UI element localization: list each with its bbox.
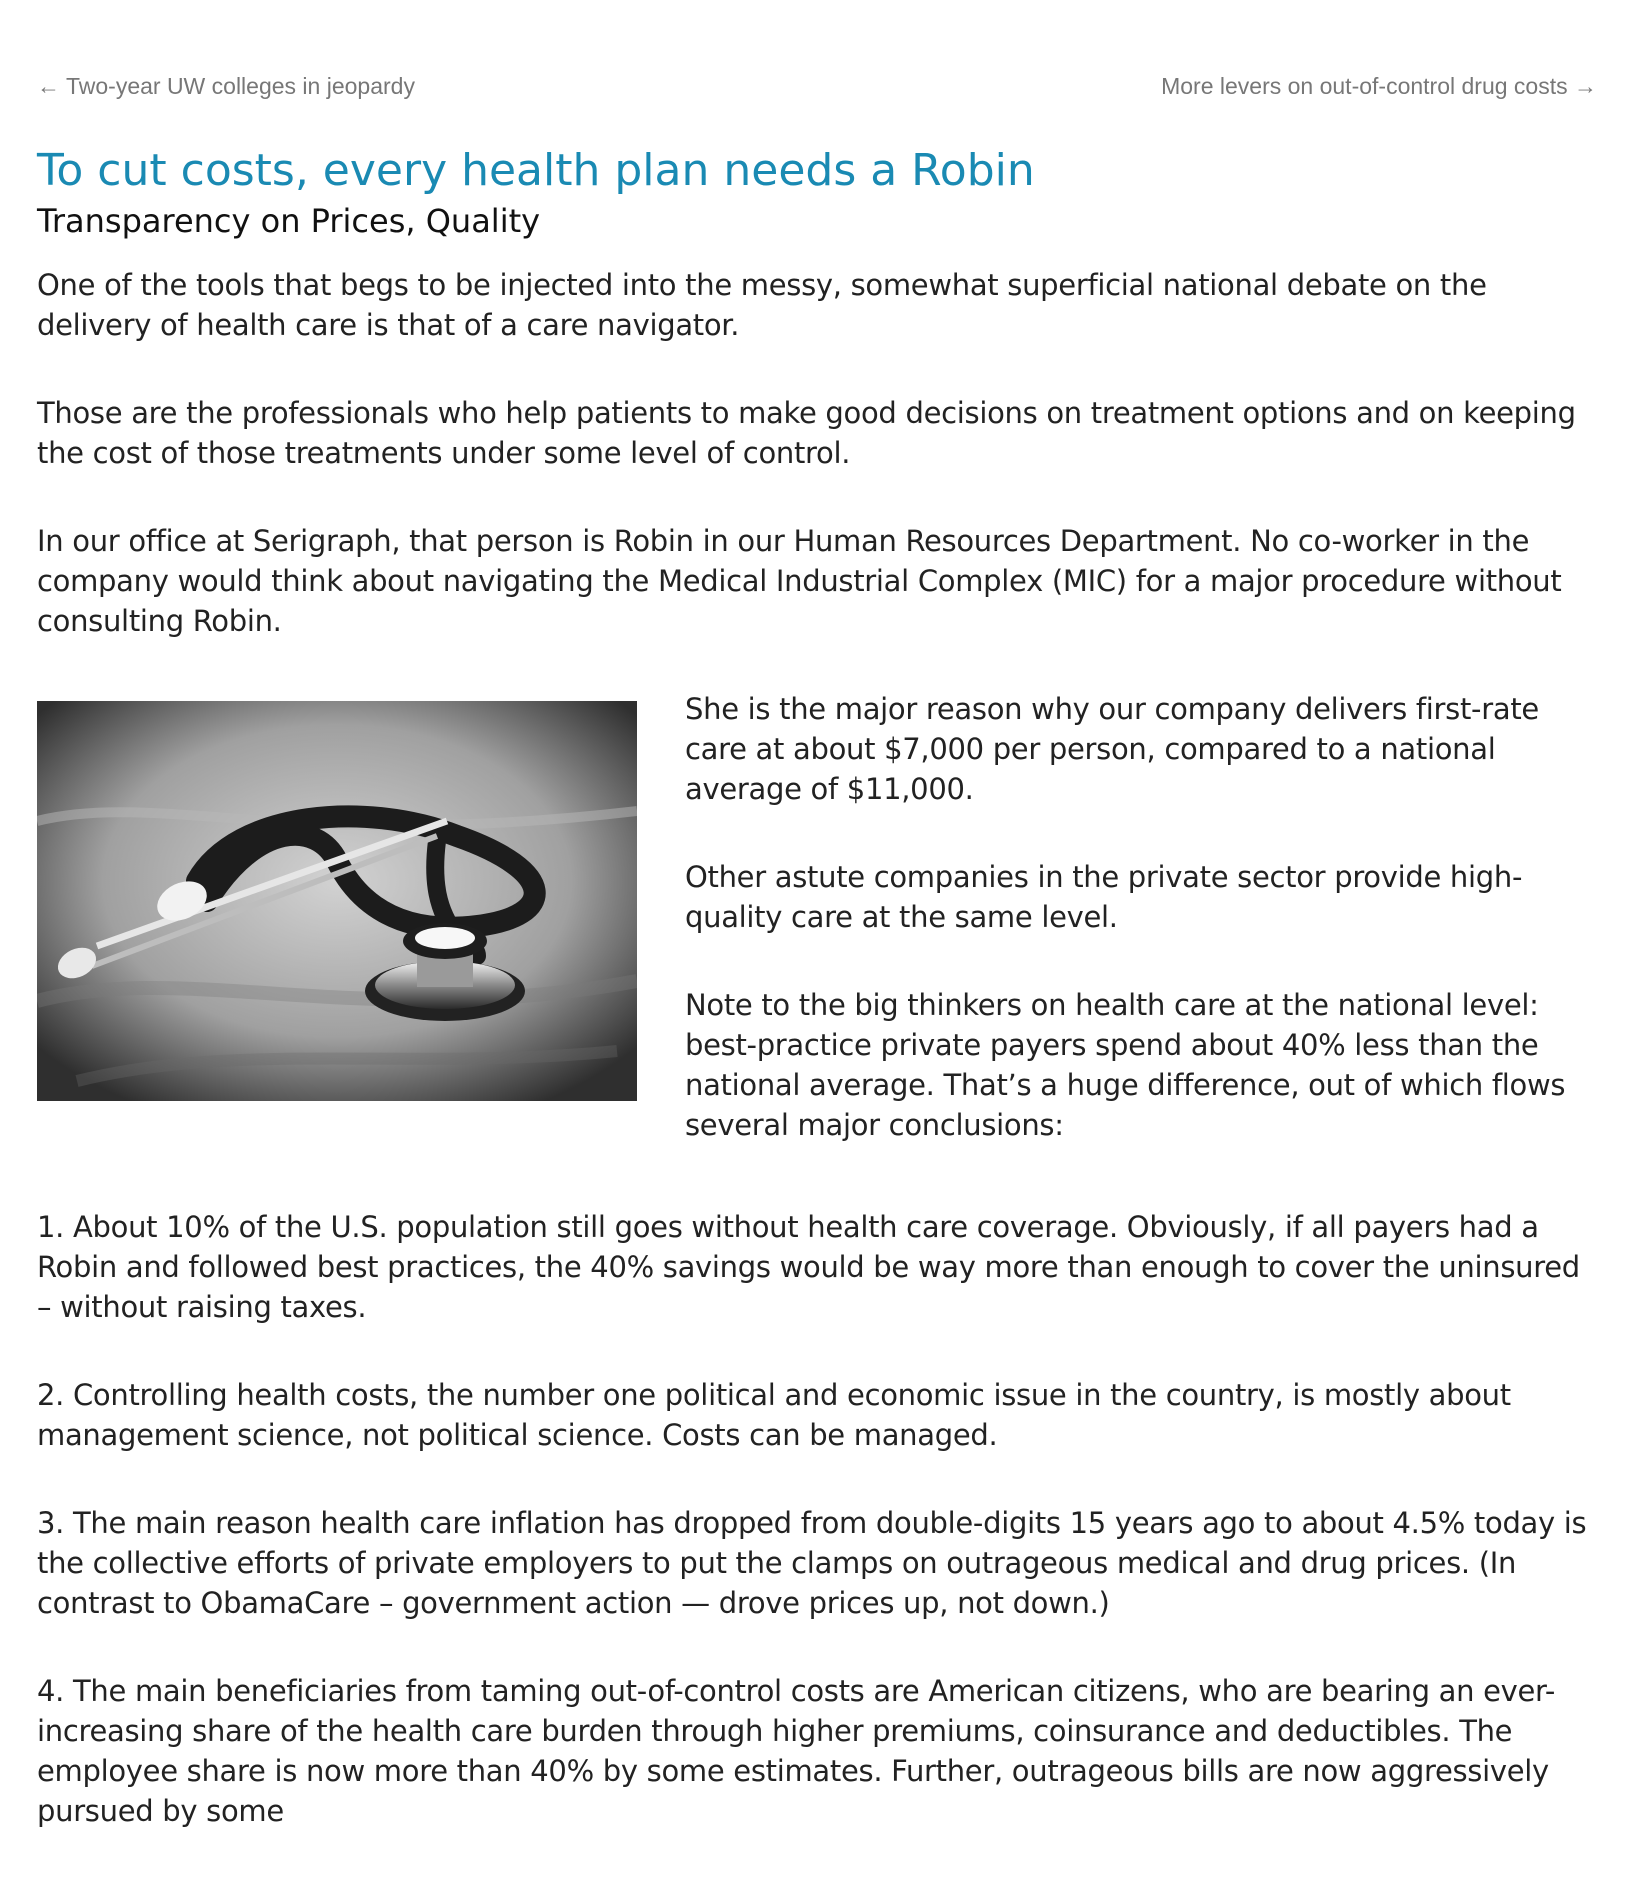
paragraph: She is the major reason why our company delivers first-rate care at about $7,000 per person, compared to a national average of $11,000.: [685, 692, 1539, 806]
paragraph: Note to the big thinkers on health care at the national level: best-practice private payers spend about 40% less than the national average. That’s a huge difference, out of which flows several major conclusions:: [685, 988, 1566, 1142]
previous-post-link[interactable]: ← Two-year UW colleges in jeopardy: [37, 73, 415, 99]
figure-side-text: [685, 689, 1597, 1193]
article-title: To cut costs, every health plan needs a Robin: [37, 145, 1035, 196]
post-navigation: [37, 73, 1597, 101]
numbered-point: 1. About 10% of the U.S. population still goes without health care coverage. Obviously, if all payers had a Robin and followed best practices, the 40% savings would be way more than enough to cover the uninsured – without raising taxes.: [37, 1210, 1580, 1324]
article-subtitle: Transparency on Prices, Quality: [37, 202, 541, 240]
article-body: [37, 265, 1597, 1879]
paragraph: One of the tools that begs to be injected into the messy, somewhat superficial national debate on the delivery of health care is that of a care navigator.: [37, 268, 1487, 342]
figure-row: [37, 689, 1597, 1159]
numbered-point: 3. The main reason health care inflation has dropped from double-digits 15 years ago to about 4.5% today is the collective efforts of private employers to put the clamps on outrageous medical and drug prices. (In contrast to ObamaCare – government action — drove prices up, not down.): [37, 1506, 1587, 1620]
paragraph: In our office at Serigraph, that person is Robin in our Human Resources Department. No co-worker in the company would think about navigating the Medical Industrial Complex (MIC) for a major procedure without consulting Robin.: [37, 524, 1562, 638]
numbered-point: 2. Controlling health costs, the number one political and economic issue in the country, is mostly about management science, not political science. Costs can be managed.: [37, 1378, 1511, 1452]
paragraph: Other astute companies in the private sector provide high-quality care at the same level.: [685, 860, 1523, 934]
stethoscope-photo: [37, 701, 637, 1101]
paragraph: Those are the professionals who help patients to make good decisions on treatment options and on keeping the cost of those treatments under some level of control.: [37, 396, 1576, 470]
numbered-point: 4. The main beneficiaries from taming out-of-control costs are American citizens, who are bearing an ever-increasing share of the health care burden through higher premiums, coinsurance and deductibles. The employee share is now more than 40% by some estimates. Further, outrageous bills are now aggressively pursued by some: [37, 1674, 1555, 1828]
next-post-link[interactable]: More levers on out-of-control drug costs →: [1161, 73, 1597, 99]
